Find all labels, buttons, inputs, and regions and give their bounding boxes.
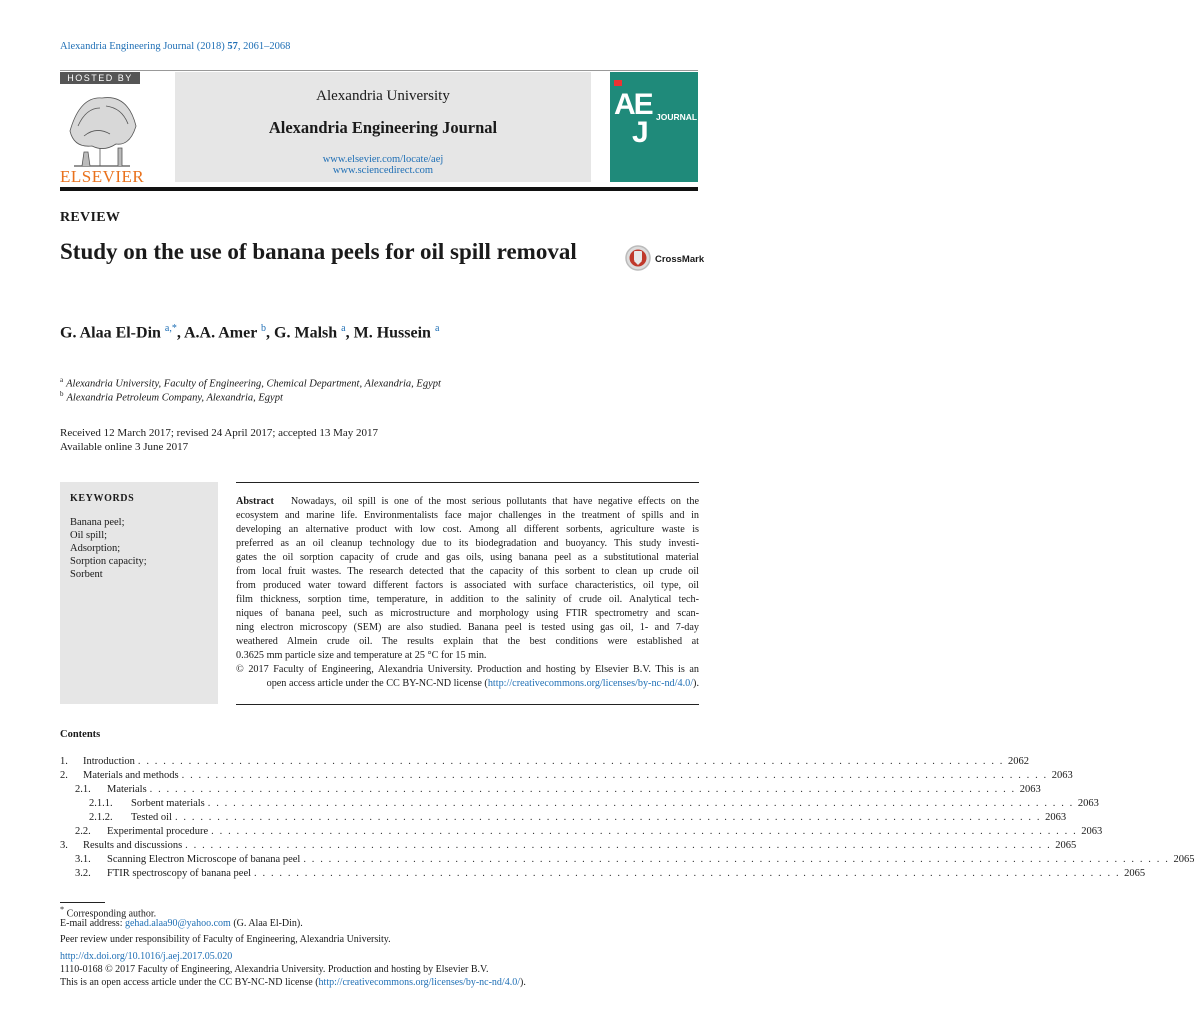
doi-link[interactable]: http://dx.doi.org/10.1016/j.aej.2017.05.020 xyxy=(60,951,233,962)
received-dates: Received 12 March 2017; revised 24 April 2017; accepted 13 May 2017 xyxy=(60,427,379,439)
corresponding-author-note: * Corresponding author. xyxy=(60,905,157,920)
abstract-line: from produced water toward different factors is associated with surface characteristics, oil type, oil xyxy=(236,580,699,591)
author-affiliation-mark[interactable]: a xyxy=(341,323,346,334)
journal-cover[interactable] xyxy=(610,72,698,182)
author-list: G. Alaa El-Din $^{a,*}$, A.A. Amer $^b$, G. Malsh $^a$, M. Hussein $^a$ xyxy=(60,323,440,342)
toc-entry[interactable]: 2.1.2. Tested oil . . . . . . . . . . . . . . . . . . . . . . . . . . . . . . . . . . . . . . . . . . . . . . . . . . . . . . . . . . . . . . . . . . . . . . . . . . . . . . . . . . . . . . . . . . . . . . . . . . . . . . . 2063 xyxy=(89,812,1067,823)
hosted-by-label: HOSTED BY xyxy=(60,72,140,84)
toc-entry[interactable]: 2.2. Experimental procedure . . . . . . . . . . . . . . . . . . . . . . . . . . . . . . . . . . . . . . . . . . . . . . . . . . . . . . . . . . . . . . . . . . . . . . . . . . . . . . . . . . . . . . . . . . . . . . . . . . . . . . . 2063 xyxy=(75,826,1103,837)
header-bottom-rule xyxy=(60,187,698,191)
journal-name: Alexandria Engineering Journal xyxy=(268,118,498,137)
keyword: Adsorption; xyxy=(70,543,121,554)
cover-emblem-icon xyxy=(614,80,622,86)
abstract-line: preferred as an oil cleanup technology due to its biodegradation and buoyancy. This study investi- xyxy=(236,538,699,549)
license-link[interactable]: http://creativecommons.org/licenses/by-nc-nd/4.0/ xyxy=(318,977,520,988)
contents-title: Contents xyxy=(60,729,101,740)
keyword: Oil spill; xyxy=(70,530,108,541)
toc-entry[interactable]: 2.1. Materials . . . . . . . . . . . . . . . . . . . . . . . . . . . . . . . . . . . . . . . . . . . . . . . . . . . . . . . . . . . . . . . . . . . . . . . . . . . . . . . . . . . . . . . . . . . . . . . . . . . . . . . 2063 xyxy=(75,784,1041,795)
email-link[interactable]: gehad.alaa90@yahoo.com xyxy=(124,918,231,929)
article-type: REVIEW xyxy=(60,210,121,225)
cover-letters: AE xyxy=(614,88,652,121)
header-top-rule xyxy=(60,70,698,71)
keyword: Sorbent xyxy=(70,569,103,580)
affiliation: $^a$ Alexandria University, Faculty of Engineering, Chemical Department, Alexandria, Egypt xyxy=(60,376,441,390)
keyword: Sorption capacity; xyxy=(70,556,147,567)
toc-entry[interactable]: 3.2. FTIR spectroscopy of banana peel . . . . . . . . . . . . . . . . . . . . . . . . . . . . . . . . . . . . . . . . . . . . . . . . . . . . . . . . . . . . . . . . . . . . . . . . . . . . . . . . . . . . . . . . . . . . . . . . . . . . . . . 2065 xyxy=(75,868,1146,879)
peer-review-note: Peer review under responsibility of Faculty of Engineering, Alexandria University. xyxy=(60,934,391,945)
issn-note: 1110-0168 © 2017 Faculty of Engineering, Alexandria University. Production and hosting by Elsevier B.V. xyxy=(60,964,489,975)
author-name[interactable]: A.A. Amer xyxy=(183,324,258,342)
abstract-license: open access article under the CC BY-NC-ND license (http://creativecommons.org/licenses/by-nc-nd/4.0/). xyxy=(266,678,699,689)
keywords-title: KEYWORDS xyxy=(70,493,135,504)
author-affiliation-mark[interactable]: b xyxy=(261,323,267,334)
abstract-line: ning electron microscopy (SEM) are also studied. Banana peel is tested using gas oil, 1- and 7-day xyxy=(236,622,699,633)
abstract-top-rule xyxy=(236,482,699,483)
abstract-line: film thickness, sorption time, temperature, in addition to the salinity of crude oil. Analytical tech- xyxy=(236,594,699,605)
author-affiliation-mark[interactable]: a xyxy=(434,323,440,334)
affiliation: $^b$ Alexandria Petroleum Company, Alexandria, Egypt xyxy=(60,390,283,404)
sciencedirect-link[interactable]: www.sciencedirect.com xyxy=(332,165,434,176)
email-note: E-mail address: gehad.alaa90@yahoo.com (G. Alaa El-Din). xyxy=(60,918,303,929)
toc-entry[interactable]: 2. Materials and methods . . . . . . . . . . . . . . . . . . . . . . . . . . . . . . . . . . . . . . . . . . . . . . . . . . . . . . . . . . . . . . . . . . . . . . . . . . . . . . . . . . . . . . . . . . . . . . . . . . . . . . . 2063 xyxy=(60,770,1073,781)
abstract-line: 0.3625 mm particle size and temperature at 25 °C for 15 min. xyxy=(236,650,487,661)
university-name: Alexandria University xyxy=(316,88,450,104)
abstract-bottom-rule xyxy=(236,704,699,705)
toc-entry[interactable]: 1. Introduction . . . . . . . . . . . . . . . . . . . . . . . . . . . . . . . . . . . . . . . . . . . . . . . . . . . . . . . . . . . . . . . . . . . . . . . . . . . . . . . . . . . . . . . . . . . . . . . . . . . . . . . 2062 xyxy=(60,756,1030,767)
abstract-line: gates the oil sorption capacity of crude and gas oils, using banana peel as a substitutional material xyxy=(236,552,699,563)
toc-entry[interactable]: 3.1. Scanning Electron Microscope of banana peel . . . . . . . . . . . . . . . . . . . . . . . . . . . . . . . . . . . . . . . . . . . . . . . . . . . . . . . . . . . . . . . . . . . . . . . . . . . . . . . . . . . . . . . . . . . . . . . . . . . . . . . 2065 xyxy=(75,854,1194,865)
abstract-line: weathered Almein crude oil. The results explain that the best conditions were established at xyxy=(236,636,699,647)
abstract-line: from local fruit wastes. The research detected that the capacity of this sorbent to clean up crude oil xyxy=(236,566,699,577)
footnote-rule xyxy=(60,902,105,903)
abstract-line: ecosystem and marine life. Environmentalists face major challenges in the treatment of spills and in xyxy=(236,510,699,521)
abstract-line: developing an alternative product with low cost. Among all different sorbents, agriculture waste is xyxy=(236,524,699,535)
elsevier-logo[interactable]: ELSEVIER xyxy=(60,167,145,186)
author-name[interactable]: M. Hussein xyxy=(353,324,431,342)
article-title: Study on the use of banana peels for oil spill removal xyxy=(60,239,577,264)
keyword: Banana peel; xyxy=(70,517,125,528)
cover-letter-j: J xyxy=(632,116,649,149)
author-affiliation-mark[interactable]: a,* xyxy=(164,323,177,334)
keywords-box xyxy=(60,482,218,704)
toc-entry[interactable]: 2.1.1. Sorbent materials . . . . . . . . . . . . . . . . . . . . . . . . . . . . . . . . . . . . . . . . . . . . . . . . . . . . . . . . . . . . . . . . . . . . . . . . . . . . . . . . . . . . . . . . . . . . . . . . . . . . . . . 2063 xyxy=(89,798,1099,809)
crossmark-label[interactable]: CrossMark xyxy=(655,254,705,265)
journal-citation[interactable]: Alexandria Engineering Journal (2018) 57, 2061–2068 xyxy=(60,41,291,52)
journal-url-link[interactable]: www.elsevier.com/locate/aej xyxy=(322,154,444,165)
license-note: This is an open access article under the CC BY-NC-ND license (http://creativecommons.org/licenses/by-nc-nd/4.0/). xyxy=(60,977,526,988)
abstract-copyright: © 2017 Faculty of Engineering, Alexandria University. Production and hosting by Elsevier B.V. This is an xyxy=(236,664,699,675)
cover-journal-word: JOURNAL xyxy=(656,112,698,122)
abstract-label: Abstract xyxy=(236,496,274,507)
license-link[interactable]: http://creativecommons.org/licenses/by-nc-nd/4.0/ xyxy=(487,678,694,689)
author-name[interactable]: G. Malsh xyxy=(274,324,338,342)
author-name[interactable]: G. Alaa El-Din xyxy=(60,324,161,342)
abstract-line: Abstract Nowadays, oil spill is one of the most serious pollutants that have negative effects on the xyxy=(236,496,699,507)
toc-entry[interactable]: 3. Results and discussions . . . . . . . . . . . . . . . . . . . . . . . . . . . . . . . . . . . . . . . . . . . . . . . . . . . . . . . . . . . . . . . . . . . . . . . . . . . . . . . . . . . . . . . . . . . . . . . . . . . . . . . 2065 xyxy=(60,840,1077,851)
abstract-line: niques of banana peel, such as microstructure and morphology using FTIR spectrometry and scan- xyxy=(236,608,699,619)
online-date: Available online 3 June 2017 xyxy=(60,441,189,453)
